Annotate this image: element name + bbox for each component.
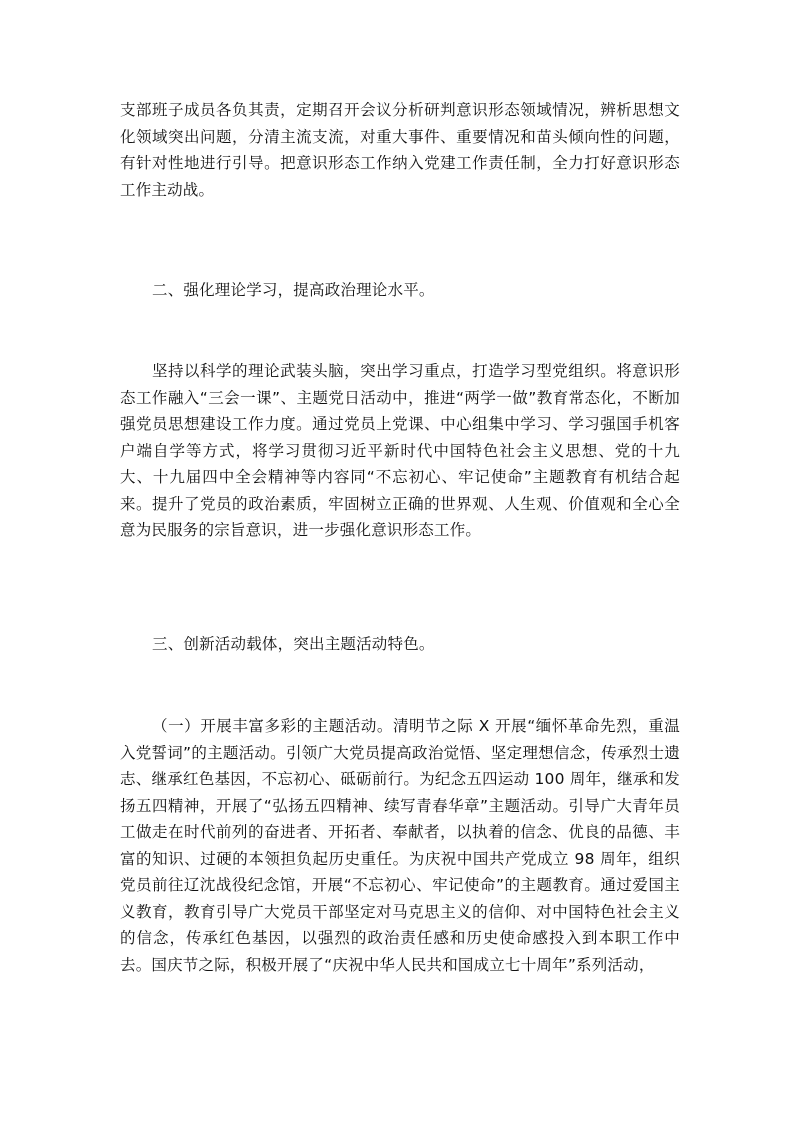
section-heading-3: 三、创新活动载体，突出主题活动特色。	[152, 635, 435, 653]
paragraph-theory-study: 坚持以科学的理论武装头脑，突出学习重点，打造学习型党组织。将意识形态工作融入“三会一课”、主题党日活动中，推进“两学一做”教育常态化，不断加强党员思想建设工作力度。通过党员上党课、中心组集中学习、学习强国手机客户端自学等方式，将学习贯彻习近平新时代中国特色社会主义思想、党的十九大、十九届四中全会精神等内容同“不忘初心、牢记使命”主题教育有机结合起来。提升了党员的政治素质，牢固树立正确的世界观、人生观、价值观和全心全意为民服务的宗旨意识，进一步强化意识形态工作。	[120, 362, 680, 539]
paragraph-continued: 支部班子成员各负其责，定期召开会议分析研判意识形态领域情况，辨析思想文化领域突出问题，分清主流支流，对重大事件、重要情况和苗头倾向性的问题，有针对性地进行引导。把意识形态工作纳入党建工作责任制，全力打好意识形态工作主动战。	[120, 101, 680, 199]
paragraph-theme-activities: （一）开展丰富多彩的主题活动。清明节之际 X 开展“缅怀革命先烈，重温入党誓词”的主题活动。引领广大党员提高政治觉悟、坚定理想信念，传承烈士遗志、继承红色基因，不忘初心、砥砺前行。为纪念五四运动 100 周年，继承和发扬五四精神，开展了“弘扬五四精神、续写青春华章”主题活动。引导广大青年员工做走在时代前列的奋进者、开拓者、奉献者，以执着的信念、优良的品德、丰富的知识、过硬的本领担负起历史重任。为庆祝中国共产党成立 98 周年，组织党员前往辽沈战役纪念馆，开展“不忘初心、牢记使命”的主题教育。通过爱国主义教育，教育引导广大党员干部坚定对马克思主义的信仰、对中国特色社会主义的信念，传承红色基因，以强烈的政治责任感和历史使命感投入到本职工作中去。国庆节之际，积极开展了“庆祝中华人民共和国成立七十周年”系列活动，	[120, 717, 680, 974]
section-heading-2: 二、强化理论学习，提高政治理论水平。	[152, 281, 435, 299]
